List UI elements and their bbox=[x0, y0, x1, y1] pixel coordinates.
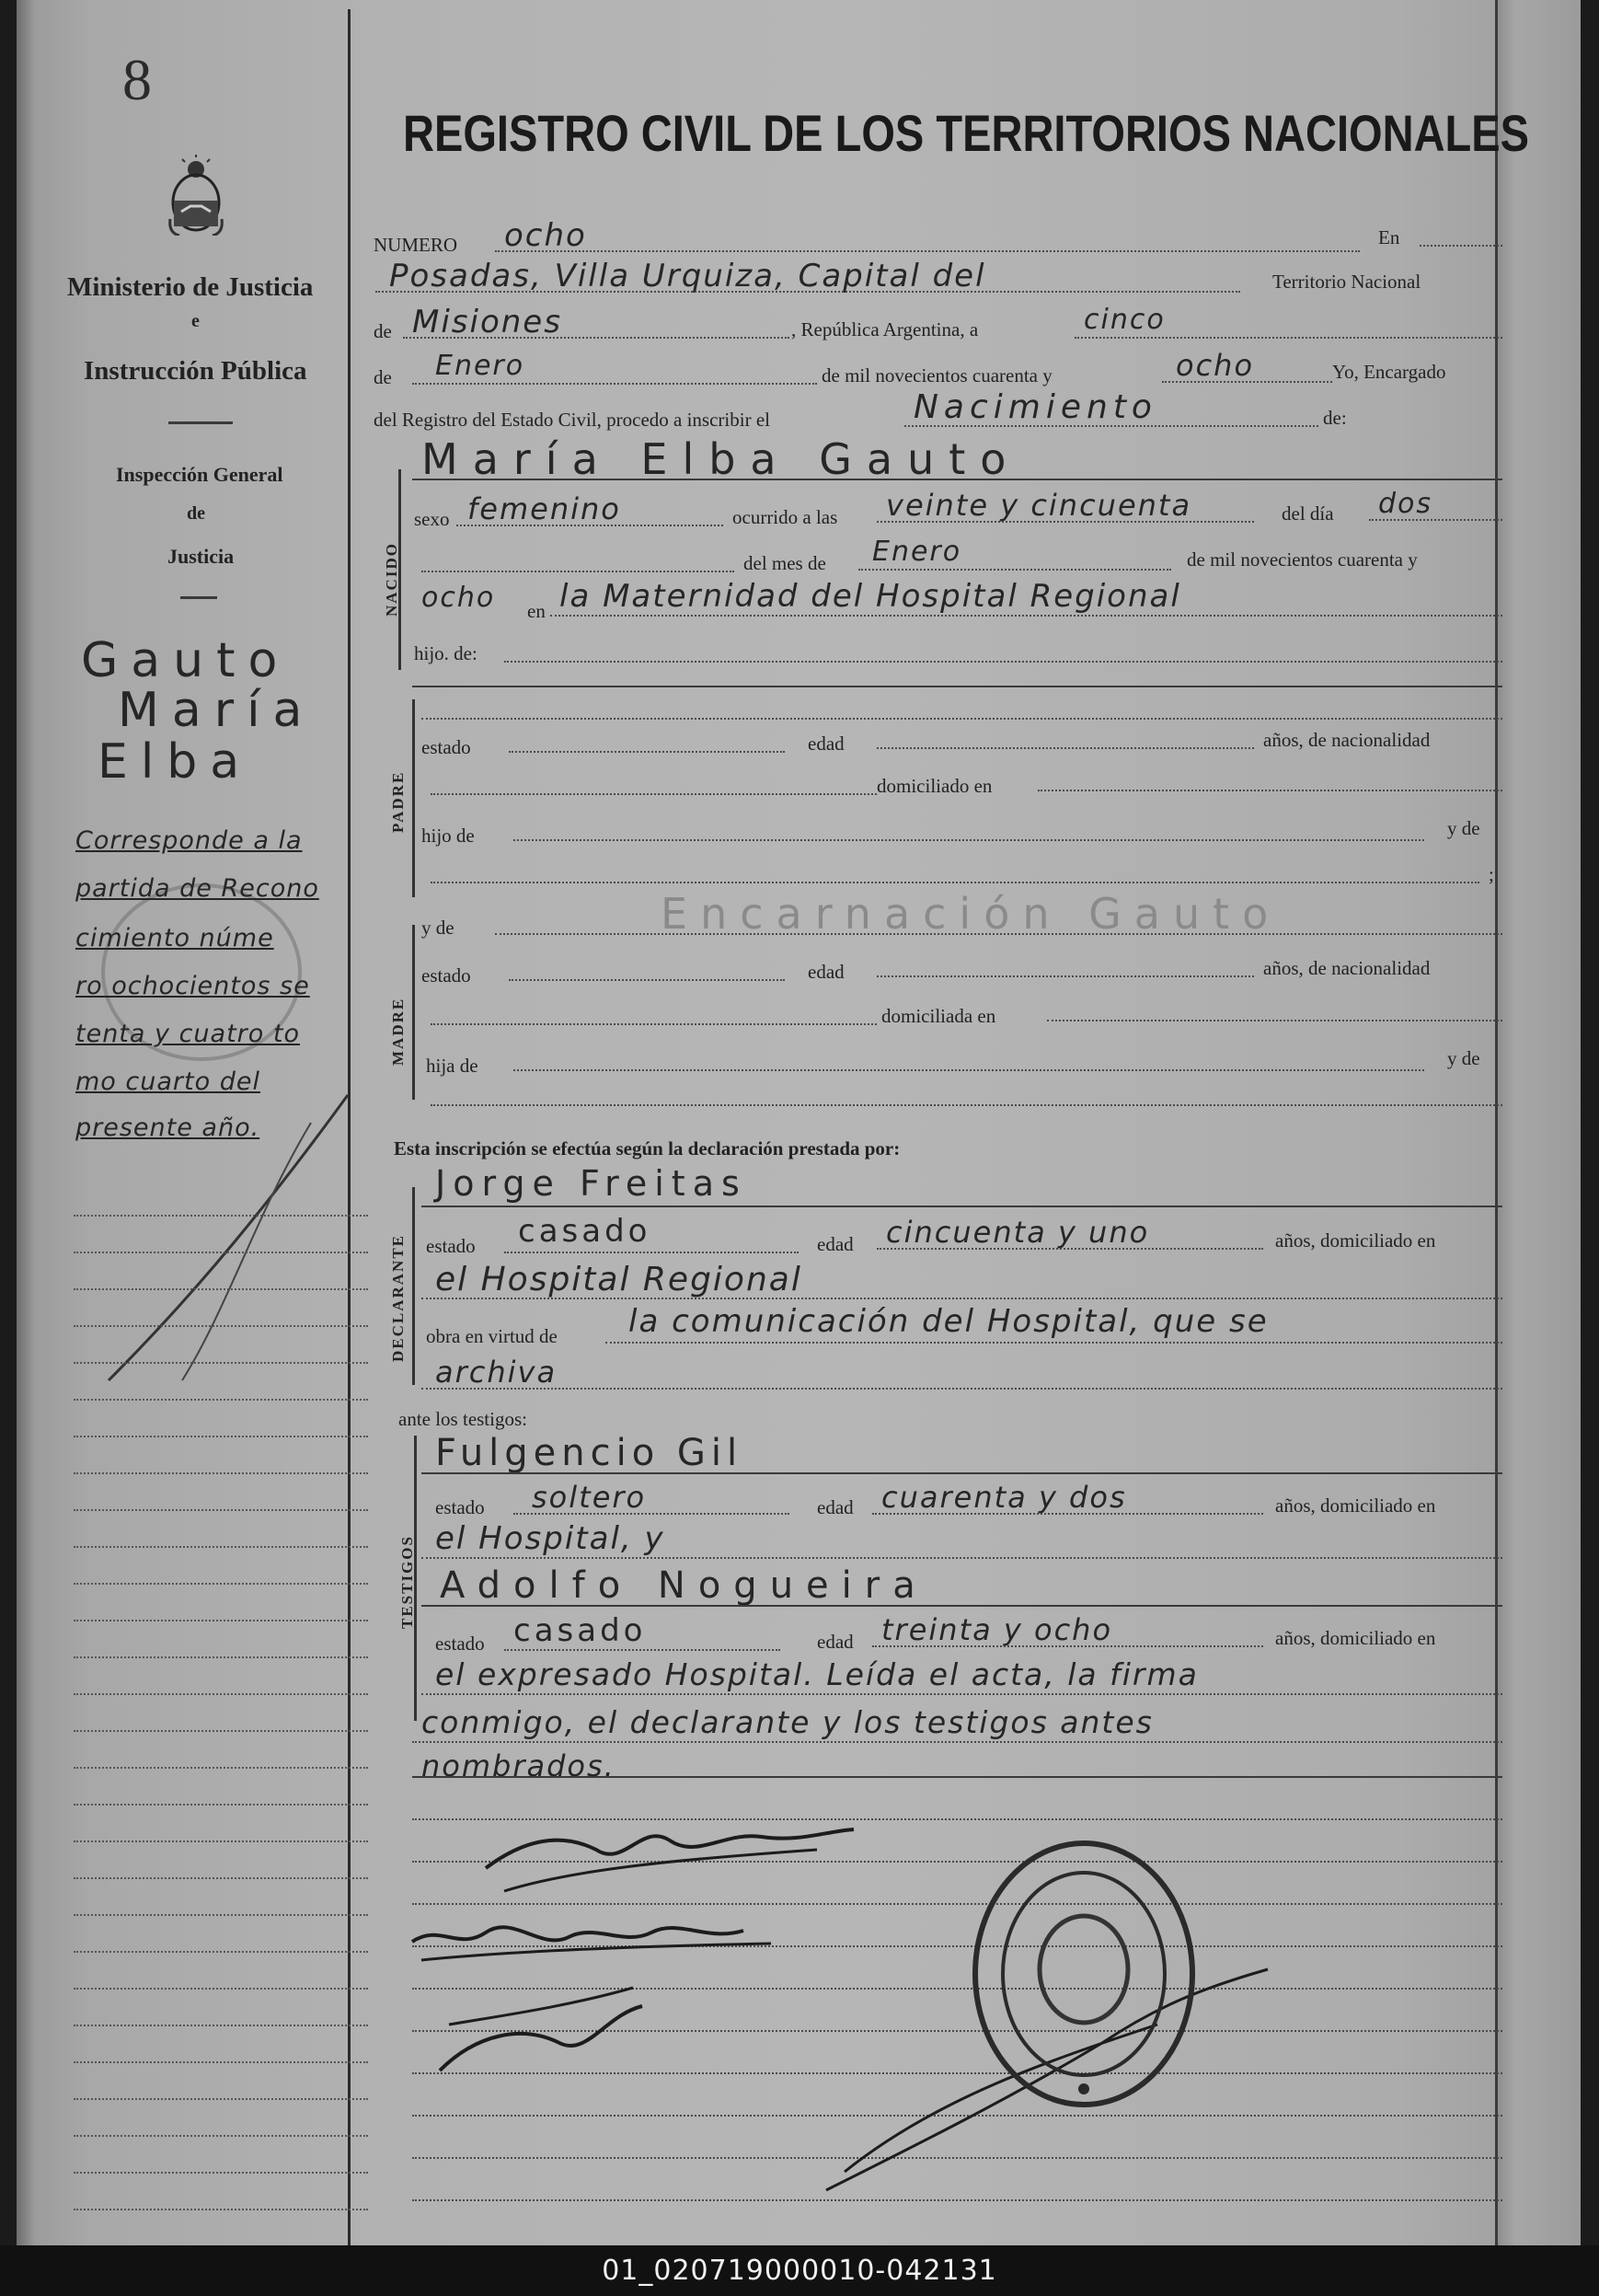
padre-estado-label: estado bbox=[421, 736, 471, 758]
madre-anos-label: años, de nacionalidad bbox=[1263, 957, 1431, 979]
ministry-line3: Instrucción Pública bbox=[84, 356, 307, 386]
signature-witness2 bbox=[421, 1969, 697, 2089]
margin-annotation-line2: partida de Recono bbox=[75, 874, 319, 903]
registro-label: del Registro del Estado Civil, procedo a inscribir el bbox=[374, 409, 770, 431]
madre-bracket bbox=[412, 925, 415, 1100]
margin-name-line1: Gauto bbox=[81, 633, 291, 688]
margin-annotation-line6: mo cuarto del bbox=[75, 1067, 260, 1096]
territorio-label: Territorio Nacional bbox=[1272, 271, 1421, 293]
declarante-estado-value: casado bbox=[518, 1213, 651, 1250]
padre-domiciliado-label: domiciliado en bbox=[877, 775, 993, 797]
nacido-label: NACIDO bbox=[383, 542, 400, 617]
witness1-name: Fulgencio Gil bbox=[435, 1432, 743, 1474]
madre-edad-label: edad bbox=[808, 961, 845, 983]
margin-name-line2: María bbox=[118, 683, 316, 738]
en-label: En bbox=[1378, 226, 1400, 248]
madre-y-de-label: y de bbox=[421, 917, 454, 939]
signature-declarante bbox=[449, 1804, 872, 1905]
ministry-line1: Ministerio de Justicia bbox=[67, 272, 314, 302]
declarante-estado-label: estado bbox=[426, 1235, 476, 1257]
declarante-domicilio: el Hospital Regional bbox=[435, 1261, 802, 1298]
page-edge bbox=[1495, 0, 1581, 2245]
ministry-line2: e bbox=[191, 311, 200, 331]
padre-label: PADRE bbox=[389, 770, 407, 833]
del-dia-label: del día bbox=[1282, 502, 1334, 525]
declarante-bracket bbox=[412, 1187, 415, 1385]
padre-anos-label: años, de nacionalidad bbox=[1263, 729, 1431, 751]
document-page bbox=[17, 0, 1581, 2245]
numero-value: ocho bbox=[504, 217, 587, 254]
margin-annotation-line1: Corresponde a la bbox=[75, 826, 303, 855]
margin-scribble bbox=[90, 1086, 366, 1399]
republica-label: , República Argentina, a bbox=[791, 318, 979, 340]
act-value: Nacimiento bbox=[914, 388, 1157, 426]
day-value: cinco bbox=[1084, 304, 1166, 336]
margin-annotation-line7: presente año. bbox=[75, 1113, 260, 1142]
year-label: de mil novecientos cuarenta y bbox=[822, 364, 1053, 387]
de-label: de bbox=[374, 320, 392, 342]
year-value: ocho bbox=[1176, 348, 1255, 383]
witness1-anos-label: años, domiciliado en bbox=[1275, 1494, 1436, 1517]
year2-label: de mil novecientos cuarenta y bbox=[1187, 548, 1418, 571]
witness2-domicilio-line3: nombrados. bbox=[421, 1748, 615, 1783]
witness2-domicilio-line2: conmigo, el declarante y los testigos antes bbox=[421, 1704, 1154, 1740]
yo-label: Yo, Encargado bbox=[1332, 361, 1446, 383]
witness1-estado-label: estado bbox=[435, 1496, 485, 1518]
witness1-estado-value: soltero bbox=[532, 1480, 647, 1515]
inspection-line3: Justicia bbox=[167, 545, 235, 568]
en2-label: en bbox=[527, 600, 546, 622]
witness2-estado-label: estado bbox=[435, 1633, 485, 1655]
madre-hija-de-label: hija de bbox=[426, 1055, 478, 1077]
madre-estado-label: estado bbox=[421, 964, 471, 986]
declarante-intro: Esta inscripción se efectúa según la declaración prestada por: bbox=[394, 1137, 901, 1160]
witness2-domicilio-line1: el expresado Hospital. Leída el acta, la firma bbox=[435, 1656, 1199, 1692]
declarante-label: DECLARANTE bbox=[389, 1233, 407, 1362]
obra-value-line1: la comunicación del Hospital, que se bbox=[628, 1303, 1269, 1340]
witness2-edad-value: treinta y ocho bbox=[881, 1612, 1113, 1647]
inspection-divider bbox=[180, 596, 217, 599]
witness1-domicilio: el Hospital, y bbox=[435, 1520, 665, 1557]
witness1-edad-value: cuarenta y dos bbox=[881, 1480, 1127, 1515]
page-number: 8 bbox=[122, 47, 152, 112]
birth-place-value: la Maternidad del Hospital Regional bbox=[559, 578, 1181, 615]
birth-day-value: dos bbox=[1378, 488, 1433, 520]
child-name: María Elba Gauto bbox=[421, 434, 1021, 484]
signature-witness1 bbox=[403, 1896, 789, 1979]
witness2-estado-value: casado bbox=[513, 1612, 647, 1649]
obra-label: obra en virtud de bbox=[426, 1325, 558, 1347]
madre-label: MADRE bbox=[389, 997, 407, 1066]
declarante-edad-value: cincuenta y uno bbox=[886, 1215, 1150, 1250]
margin-annotation-line4: ro ochocientos se bbox=[75, 972, 310, 1000]
sexo-label: sexo bbox=[414, 508, 450, 530]
del-mes-label: del mes de bbox=[743, 552, 826, 574]
numero-label: NUMERO bbox=[374, 234, 458, 256]
official-seal-stamp bbox=[964, 1831, 1203, 2117]
ministry-divider bbox=[168, 421, 233, 424]
padre-semicolon: ; bbox=[1489, 863, 1494, 885]
birth-month-value: Enero bbox=[872, 536, 962, 568]
padre-y-de-label: y de bbox=[1447, 817, 1480, 839]
testigos-label: TESTIGOS bbox=[398, 1535, 416, 1629]
birth-year-value: ocho bbox=[421, 582, 496, 614]
testigos-intro: ante los testigos: bbox=[398, 1408, 527, 1430]
hour-value: veinte y cincuenta bbox=[886, 488, 1192, 523]
obra-value-line2: archiva bbox=[435, 1355, 558, 1390]
month-value: Enero bbox=[435, 350, 525, 382]
madre-domiciliada-label: domiciliada en bbox=[881, 1005, 996, 1027]
sexo-value: femenino bbox=[467, 491, 621, 526]
declarante-anos-label: años, domiciliado en bbox=[1275, 1229, 1436, 1252]
declarante-name: Jorge Freitas bbox=[435, 1163, 747, 1204]
image-id-footer: 01_020719000010-042131 bbox=[0, 2245, 1599, 2296]
hijo-label: hijo. de: bbox=[414, 642, 477, 664]
witness2-anos-label: años, domiciliado en bbox=[1275, 1627, 1436, 1649]
declarante-edad-label: edad bbox=[817, 1233, 854, 1255]
madre-name-value: Encarnación Gauto bbox=[661, 889, 1282, 939]
territory-value: Misiones bbox=[412, 304, 562, 340]
padre-hijo-de-label: hijo de bbox=[421, 825, 475, 847]
margin-annotation-line5: tenta y cuatro to bbox=[75, 1020, 300, 1048]
margin-annotation-line3: cimiento núme bbox=[75, 924, 274, 952]
ocurrido-label: ocurrido a las bbox=[732, 506, 838, 528]
de3-label: de: bbox=[1323, 407, 1347, 429]
de2-label: de bbox=[374, 366, 392, 388]
place-value: Posadas, Villa Urquiza, Capital del bbox=[389, 258, 986, 294]
coat-of-arms-icon bbox=[168, 155, 224, 236]
padre-edad-label: edad bbox=[808, 733, 845, 755]
document-title: REGISTRO CIVIL DE LOS TERRITORIOS NACIONALES bbox=[403, 104, 1530, 162]
margin-name-line3: Elba bbox=[98, 734, 253, 790]
padre-bracket bbox=[412, 699, 415, 897]
witness2-name: Adolfo Nogueira bbox=[440, 1564, 928, 1607]
madre-y-de2-label: y de bbox=[1447, 1047, 1480, 1069]
witness1-edad-label: edad bbox=[817, 1496, 854, 1518]
inspection-line1: Inspección General bbox=[116, 463, 283, 486]
witness2-edad-label: edad bbox=[817, 1631, 854, 1653]
inspection-line2: de bbox=[187, 503, 205, 524]
